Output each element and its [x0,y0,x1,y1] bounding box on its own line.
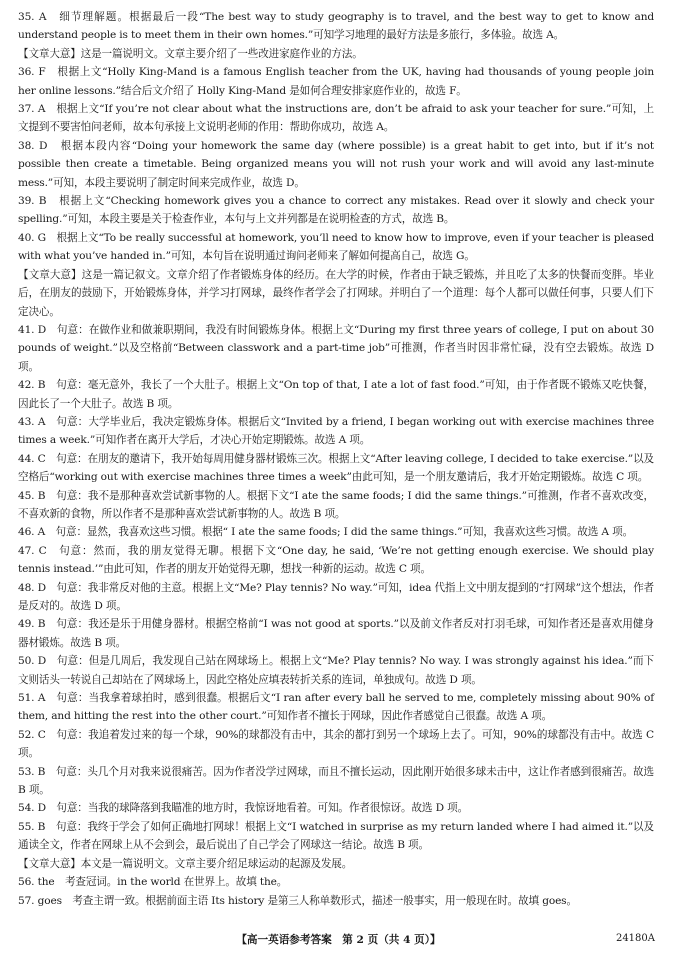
paragraph-39: 39. B 根据上文“Checking homework gives you a chance to correct any mistakes. Read over it slowly and check your spelling.”可知，本段主要是关于检查作业，本句与上文并列都是在说明检查的方式，故选 B。 [18,195,654,226]
paragraph-52: 52. C 句意：我追着发过来的每一个球，90%的球都没有击中，其余的都打到另一个球场上去了。可知，90%的球都没有击中。故选 C 项。 [18,728,654,760]
paragraph-55: 55. B 句意：我终于学会了如何正确地打网球！根据上文“I watched in surprise as my return landed where I had aimed it.”以及通读全文，作者在网球上从不会到会，最后说出了自己学会了网球这一结论。故选 B 项。 [18,820,654,852]
paragraph-54: 54. D 句意：当我的球降落到我瞄准的地方时，我惊讶地看着。可知。作者很惊讶。故选 D 项。 [18,802,469,815]
paragraph-38: 38. D 根据本段内容“Doing your homework the same day (where possible) is a great habit to get into, but if it’s not possible then create a timetable. Being organized means you will not rush your work and will avoid any last-minute mess.”可知，本段主要说明了制定时间来完成作业，故选 D。 [18,139,654,189]
paragraph-53: 53. B 句意：头几个月对我来说很痛苦。因为作者没学过网球，而且不擅长运动，因此刚开始很多球未击中，这让作者感到很痛苦。故选 B 项。 [18,765,654,797]
paragraph-43: 43. A 句意：大学毕业后，我决定锻炼身体。根据后文“Invited by a friend, I began working out with exercise machines three times a week.”可知作者在离开大学后，才决心开始定期锻炼。故选 A 项。 [18,415,654,447]
page-footer [0,932,677,952]
footer-code: 24180A [615,933,655,944]
answer-key-page [18,8,654,910]
paragraph-46: 46. A 句意：显然，我喜欢这些习惯。根据“ I ate the same foods; I did the same things.”可知，我喜欢这些习惯。故选 A 项。 [18,526,634,539]
summary-grammar: 【文章大意】本文是一篇说明文。文章主要介绍足球运动的起源及发展。 [18,857,353,870]
paragraph-50: 50. D 句意：但是几周后，我发现自己站在网球场上。根据上文“Me? Play tennis? No way. I was strongly against his idea.”而下文则话头一转说自己却站在了网球场上，因此空格处应填表转折关系的连词，单独成句。故选 D 项。 [18,655,654,686]
paragraph-41: 41. D 句意：在做作业和做兼职期间，我没有时间锻炼身体。根据上文“During my first three years of college, I put on about 30 pounds of weight.”以及空格前“Between classwork and a part-time job”可推测，作者当时因非常忙碌，没有空去锻炼。故选 D 项。 [18,323,654,373]
paragraph-42: 42. B 句意：毫无意外，我长了一个大肚子。根据上文“On top of that, I ate a lot of fast food.”可知，由于作者既不锻炼又吃快餐，因此长了一个大肚子。故选 B 项。 [18,379,654,410]
paragraph-56: 56. the 考查冠词。in the world 在世界上。故填 the。 [18,876,288,889]
paragraph-45: 45. B 句意：我不是那种喜欢尝试新事物的人。根据下文“I ate the same foods; I did the same things.”可推测，作者不喜欢改变，不喜欢新的食物，所以作者不是那种喜欢尝试新事物的人。故选 B 项。 [18,489,654,520]
paragraph-47: 47. C 句意：然而，我的朋友觉得无聊。根据下文“One day, he said, ‘We’re not getting enough exercise. We should play tennis instead.’”由此可知，作者的朋友开始觉得无聊，想找一种新的运动。故选 C 项。 [18,544,654,576]
paragraph-36: 36. F 根据上文“Holly King-Mand is a famous English teacher from the UK, having had thousands of young people join her online lessons.”结合后文介绍了 Holly King-Mand 是如何合理安排家庭作业的，故选 F。 [18,66,654,97]
paragraph-49: 49. B 句意：我还是乐于用健身器材。根据空格前“I was not good at sports.”以及前文作者反对打羽毛球，可知作者还是喜欢用健身器材锻炼。故选 B 项。 [18,618,654,649]
paragraph-35: 35. A 细节理解题。根据最后一段“The best way to study geography is to travel, and the best way to get to know and understand people is to meet them in their own homes.”可知学习地理的最好方法是多旅行，多体验。故选 A。 [18,11,654,42]
summary-passage-2: 【文章大意】这是一篇说明文。文章主要介绍了一些改进家庭作业的方法。 [18,47,363,60]
paragraph-51: 51. A 句意：当我拿着球拍时，感到很蠢。根据后文“I ran after every ball he served to me, completely missing about 90% of them, and hitting the rest into the other court.”可知作者不擅长于网球，因此作者感觉自己很蠢。故选 A 项。 [18,692,654,723]
paragraph-40: 40. G 根据上文“To be really successful at homework, you’ll need to know how to improve, even if your teacher is pleased with what you’ve handed in.”可知，本句旨在说明通过询问老师来了解如何提高自己，故选 G。 [18,231,654,263]
summary-cloze: 【文章大意】这是一篇记叙文。文章介绍了作者锻炼身体的经历。在大学的时候，作者由于缺乏锻炼，并且吃了太多的快餐而变胖。毕业后，在朋友的鼓励下，开始锻炼身体，并学习打网球，最终作者学会了打网球。并明白了一个道理：每个人都可以做任何事，只要人们下定决心。 [18,268,654,318]
paragraph-57: 57. goes 考查主谓一致。根据前面主语 Its history 是第三人称单数形式，描述一般事实，用一般现在时。故填 goes。 [18,894,577,907]
paragraph-44: 44. C 句意：在朋友的邀请下，我开始每周用健身器材锻炼三次。根据上文“After leaving college, I decided to take exercise.”以及空格后“working out with exercise machines three times a week”由此可知，是一个朋友邀请后，我才开始定期锻炼。故选 C 项。 [18,452,654,484]
footer-title: 【高一英语参考答案 第 2 页（共 4 页）】 [236,934,441,946]
paragraph-37: 37. A 根据上文“If you’re not clear about what the instructions are, don’t be afraid to ask your teacher for sure.”可知，上文提到不要害怕问老师，故本句承接上文说明老师的作用：帮助你成功，故选 A。 [18,103,654,134]
paragraph-48: 48. D 句意：我非常反对他的主意。根据上文“Me? Play tennis? No way.”可知，idea 代指上文中朋友提到的“打网球”这个想法，作者是反对的。故选 D 项。 [18,581,654,612]
